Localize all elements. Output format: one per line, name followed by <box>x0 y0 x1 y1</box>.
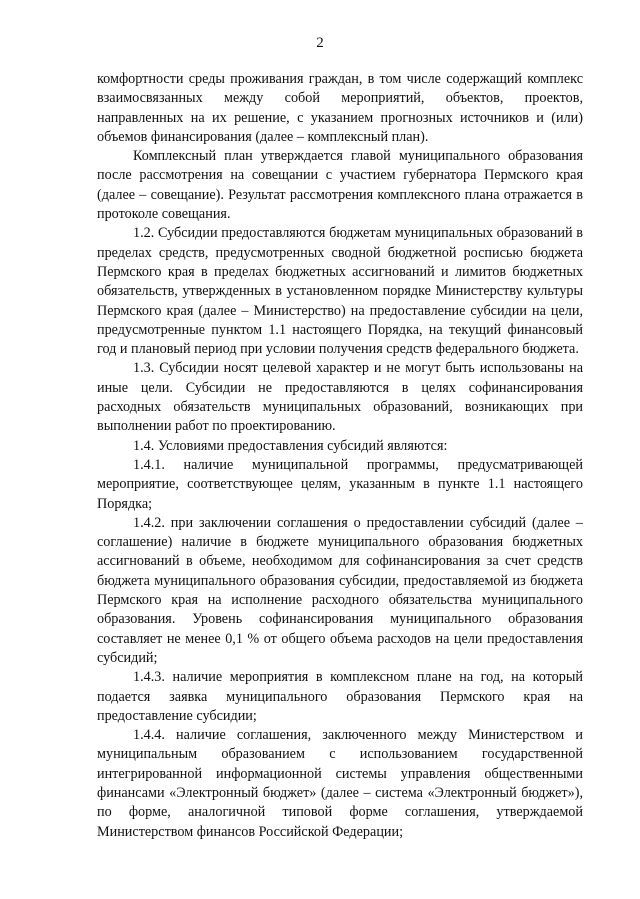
paragraph-1-4-2-agreement-budget: 1.4.2. при заключении соглашения о предоставлении субсидий (далее – соглашение) наличие в бюджете муниципального образования бюджетных ассигнований в объеме, необходимом для софинансирования за счет средств бюджета муниципального образования субсидии, предоставляемой из бюджета Пермского края на исполнение расходного обязательства муниципального образования. Уровень софинансирования муниципального образования составляет не менее 0,1 % от общего объема расходов на цели предоставления субсидий; <box>97 514 583 666</box>
page-number: 2 <box>316 35 324 51</box>
document-body <box>97 70 583 842</box>
paragraph-1-4-3-complex-plan-event: 1.4.3. наличие мероприятия в комплексном плане на год, на который подается заявка муниципального образования Пермского края на предоставление субсидии; <box>97 669 583 724</box>
paragraph-comfort-environment: комфортности среды проживания граждан, в том числе содержащий комплекс взаимосвязанных между собой мероприятий, объектов, проектов, направленных на их решение, с указанием прогнозных источников и (или) объемов финансирования (далее – комплексный план). <box>97 71 583 145</box>
paragraph-1-4-4-electronic-budget: 1.4.4. наличие соглашения, заключенного между Министерством и муниципальным образованием с использованием государственной интегрированной информационной системы управления общественными финансами «Электронный бюджет» (далее – система «Электронный бюджет»), по форме, аналогичной типовой форме соглашения, утверждаемой Министерством финансов Российской Федерации; <box>97 727 583 840</box>
paragraph-complex-plan-approval: Комплексный план утверждается главой муниципального образования после рассмотрения на совещании с участием губернатора Пермского края (далее – совещание). Результат рассмотрения комплексного плана отражается в протоколе совещания. <box>97 148 583 223</box>
paragraph-1-4-1-program: 1.4.1. наличие муниципальной программы, предусматривающей мероприятие, соответствующее целям, указанным в пункте 1.1 настоящего Порядка; <box>97 456 583 512</box>
paragraph-1-2-subsidies: 1.2. Субсидии предоставляются бюджетам муниципальных образований в пределах средств, предусмотренных сводной бюджетной росписью бюджета Пермского края в пределах бюджетных ассигнований и лимитов бюджетных обязательств, утвержденных в установленном порядке Министерству культуры Пермского края (далее – Министерство) на предоставление субсидии на цели, предусмотренные пунктом 1.1 настоящего Порядка, на текущий финансовый год и плановый период при условии получения средств федерального бюджета. <box>97 225 583 358</box>
paragraph-1-3-target-character: 1.3. Субсидии носят целевой характер и не могут быть использованы на иные цели. Субсидии не предоставляются в целях софинансирования расходных обязательств муниципальных образований, возникающих при выполнении работ по проектированию. <box>97 360 583 435</box>
paragraph-1-4-conditions: 1.4. Условиями предоставления субсидий являются: <box>133 437 448 454</box>
